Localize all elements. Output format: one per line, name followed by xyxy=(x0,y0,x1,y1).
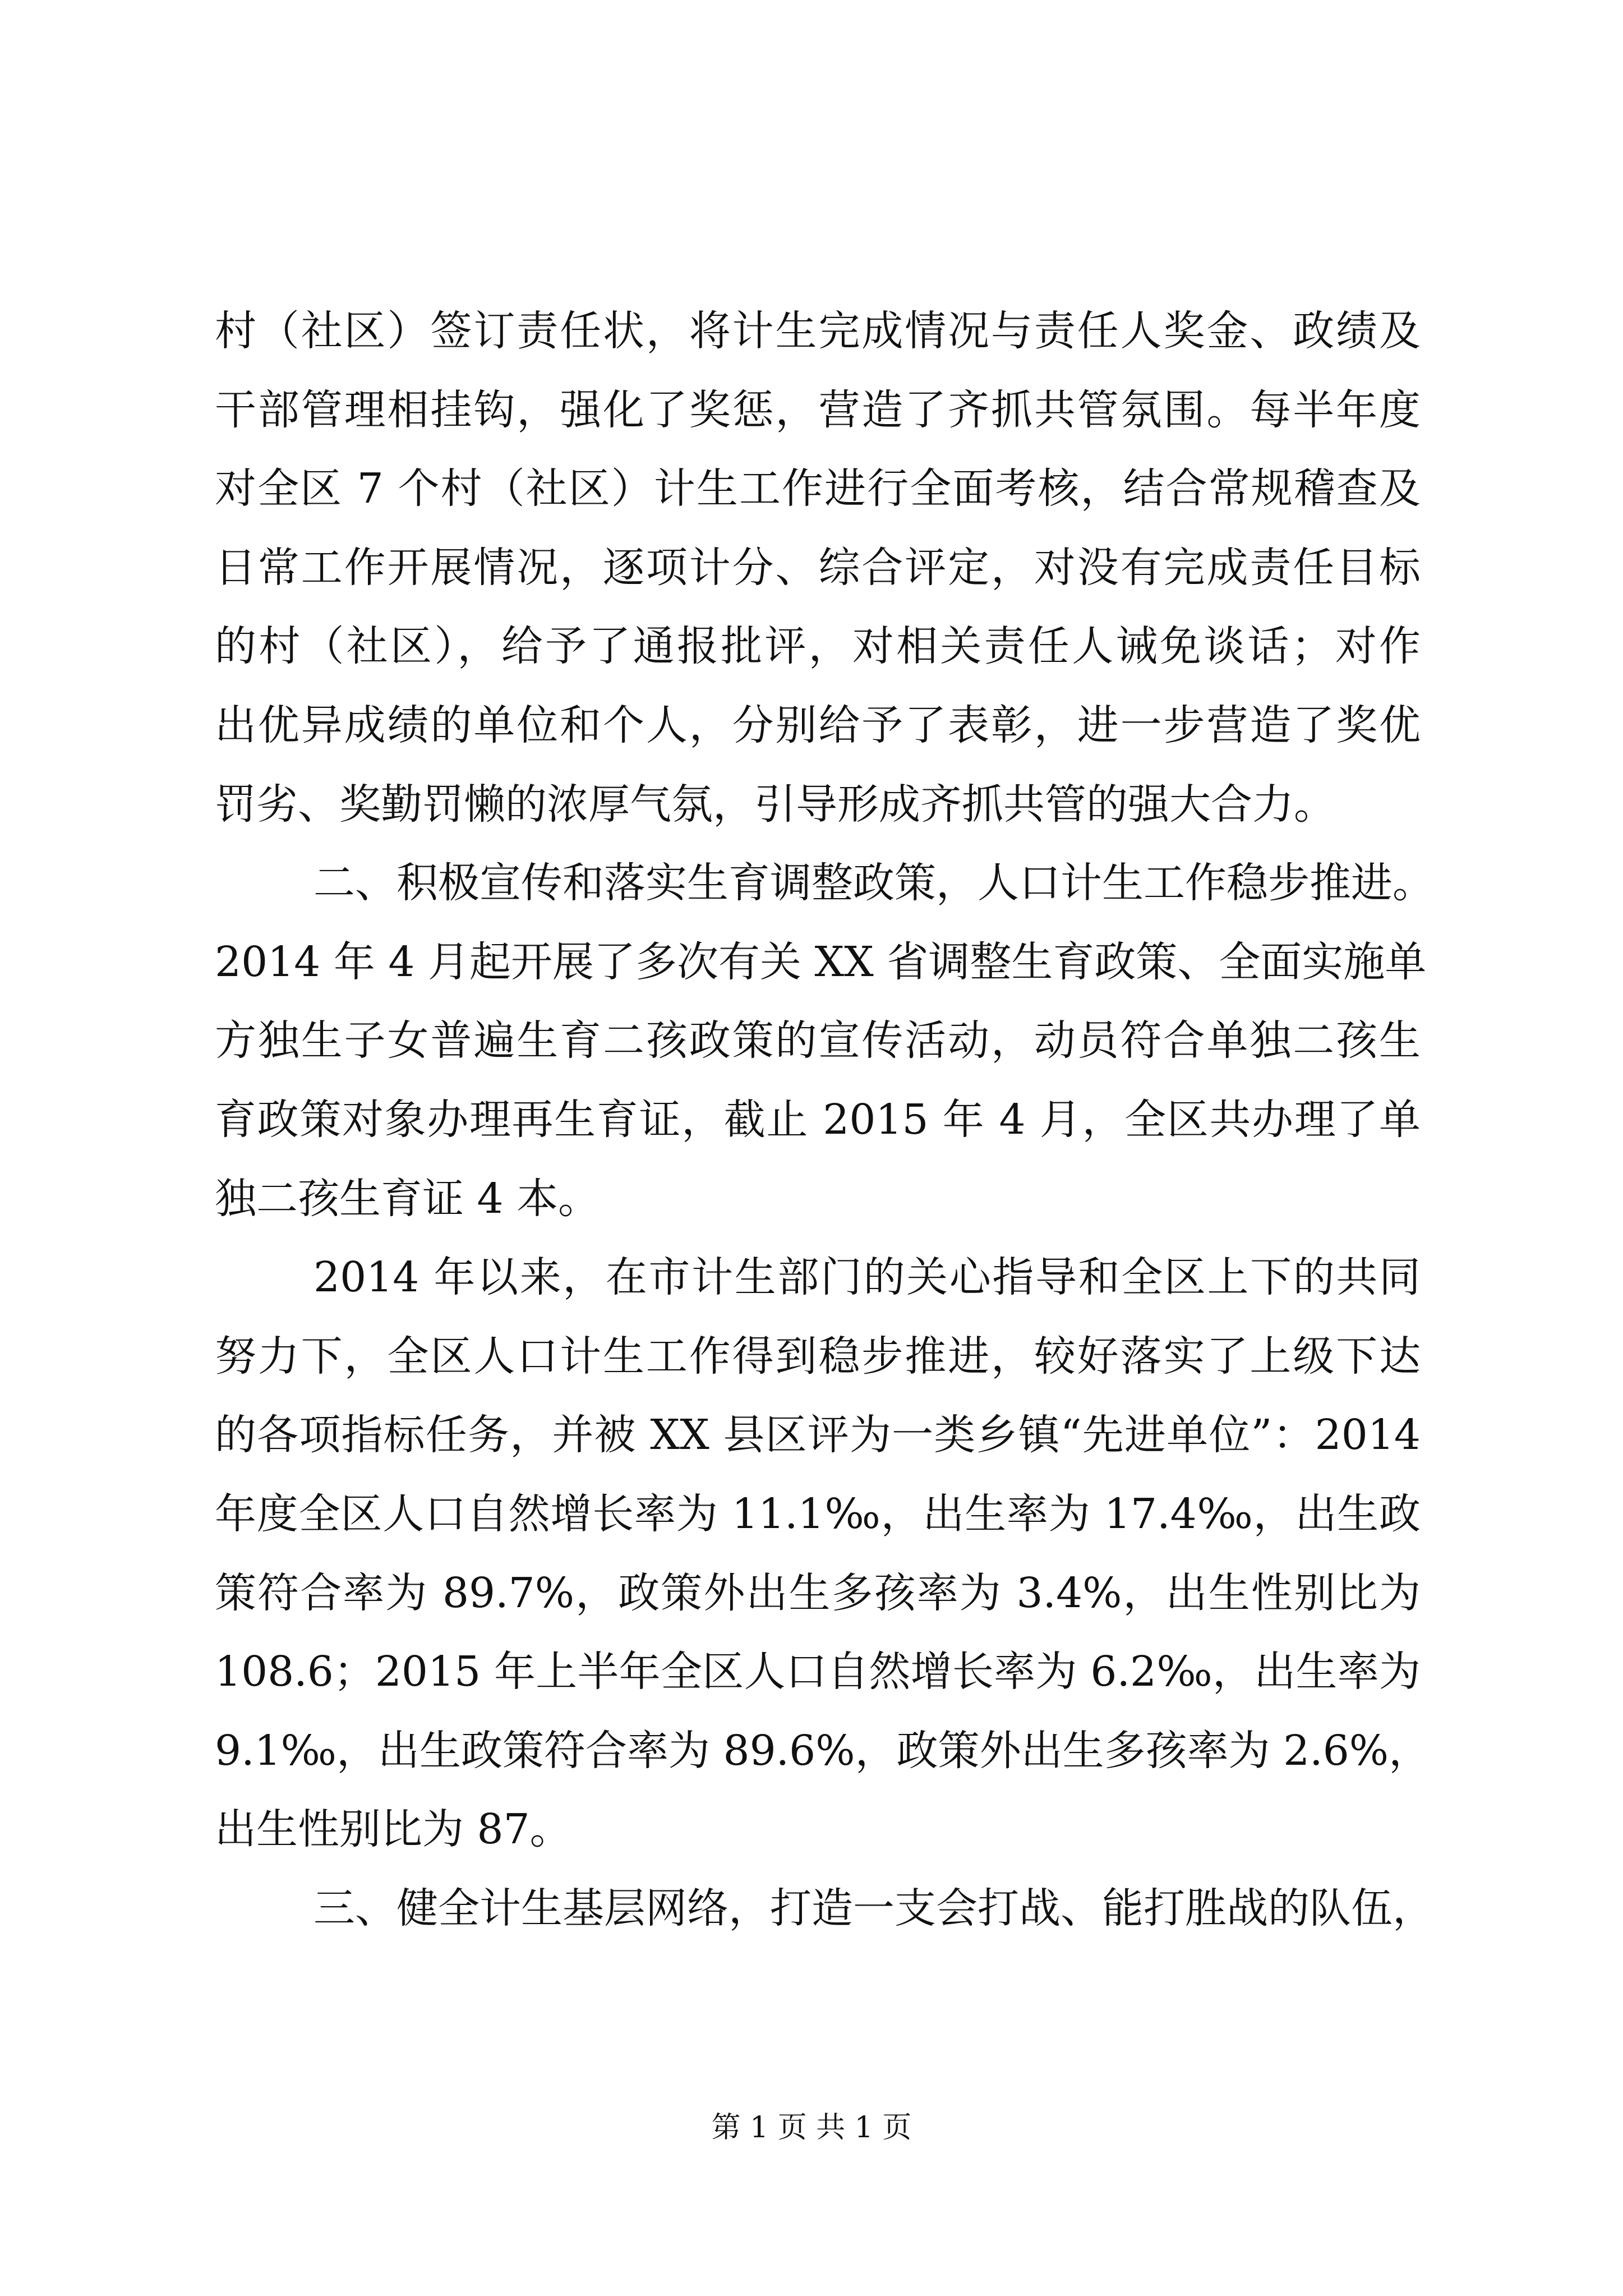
text-line-2: 干部管理相挂钩，强化了奖惩，营造了齐抓共管氛围。每半年度 xyxy=(215,385,1421,434)
section-heading-2: 二、积极宣传和落实生育调整政策，人口计生工作稳步推进。 xyxy=(313,859,1434,908)
text-line-3: 对全区 7 个村（社区）计生工作进行全面考核，结合常规稽查及 xyxy=(215,464,1421,513)
text-line-13: 2014 年以来，在市计生部门的关心指导和全区上下的共同 xyxy=(313,1253,1421,1302)
text-line-7: 罚劣、奖勤罚懒的浓厚气氛，引导形成齐抓共管的强大合力。 xyxy=(215,780,1335,829)
section-heading-3: 三、健全计生基层网络，打造一支会打战、能打胜战的队伍， xyxy=(313,1884,1434,1932)
text-line-14: 努力下，全区人口计生工作得到稳步推进，较好落实了上级下达 xyxy=(215,1332,1421,1381)
document-body xyxy=(215,292,1434,1948)
text-line-11: 育政策对象办理再生育证，截止 2015 年 4 月，全区共办理了单 xyxy=(215,1095,1421,1144)
text-line-12: 独二孩生育证 4 本。 xyxy=(215,1174,600,1223)
text-line-19: 9.1‰，出生政策符合率为 89.6%，政策外出生多孩率为 2.6%， xyxy=(215,1726,1431,1775)
text-line-5: 的村（社区），给予了通报批评，对相关责任人诫免谈话；对作 xyxy=(215,622,1421,671)
text-line-9: 2014 年 4 月起开展了多次有关 XX 省调整生育政策、全面实施单 xyxy=(215,937,1427,986)
text-line-16: 年度全区人口自然增长率为 11.1‰，出生率为 17.4‰，出生政 xyxy=(215,1489,1421,1538)
text-line-17: 策符合率为 89.7%，政策外出生多孩率为 3.4%，出生性别比为 xyxy=(215,1568,1421,1617)
text-line-10: 方独生子女普遍生育二孩政策的宣传活动，动员符合单独二孩生 xyxy=(215,1016,1421,1065)
text-line-1: 村（社区）签订责任状，将计生完成情况与责任人奖金、政绩及 xyxy=(215,307,1421,355)
text-line-20: 出生性别比为 87。 xyxy=(215,1805,571,1854)
text-line-18: 108.6；2015 年上半年全区人口自然增长率为 6.2‰，出生率为 xyxy=(215,1648,1421,1696)
text-line-6: 出优异成绩的单位和个人，分别给予了表彰，进一步营造了奖优 xyxy=(215,701,1421,749)
page-footer: 第 1 页 共 1 页 xyxy=(711,2111,912,2145)
text-line-15: 的各项指标任务，并被 XX 县区评为一类乡镇“先进单位”：2014 xyxy=(215,1411,1421,1460)
text-line-4: 日常工作开展情况，逐项计分、综合评定，对没有完成责任目标 xyxy=(215,543,1421,592)
